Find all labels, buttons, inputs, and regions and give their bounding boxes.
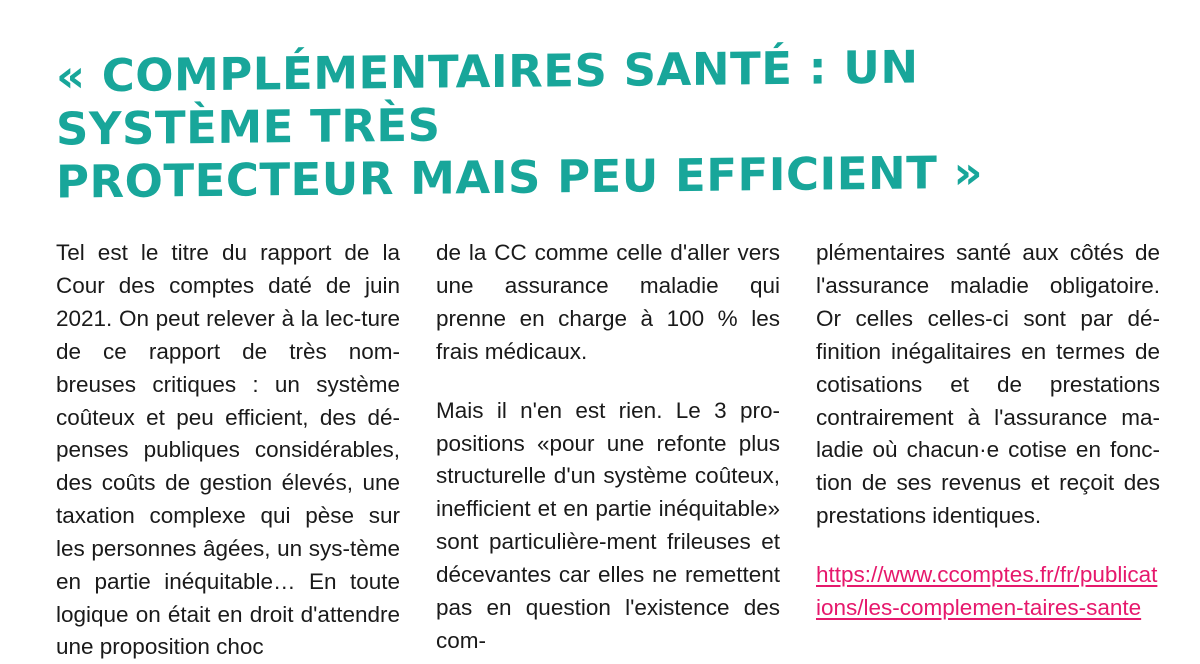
headline-line-1: « COMPLÉMENTAIRES SANTÉ : UN SYSTÈME TRÈS: [56, 40, 919, 156]
paragraph: Mais il n'en est rien. Le 3 pro-positions «pour une refonte plus structurelle d'un système coûteux, inefficient et en partie inéquitable» sont particulière-ment frileuses et décevantes car elles ne remettent pas en question l'existence des com-: [436, 397, 780, 653]
headline-line-2: PROTECTEUR MAIS PEU EFFICIENT »: [56, 146, 984, 209]
source-link[interactable]: https://www.ccomptes.fr/fr/publications/les-complemen-taires-sante: [816, 561, 1158, 620]
article-column-3: [816, 237, 1160, 624]
article-column-2: [436, 237, 780, 657]
source-paragraph: [816, 559, 1160, 625]
paragraph: plémentaires santé aux côtés de l'assurance maladie obligatoire. Or celles celles-ci sont par dé-finition inégalitaires en termes de cotisations et de prestations contrairement à l'assurance ma-ladie où chacun·e cotise en fonc-tion de ses revenus et reçoit des prestations identiques.: [816, 240, 1160, 529]
page-title: [56, 38, 1116, 208]
paragraph: Tel est le titre du rapport de la Cour des comptes daté de juin 2021. On peut relever à la lec-ture de ce rapport de très nom-breuses critiques : un système coûteux et peu efficient, des dé-penses publiques considérables, des coûts de gestion élevés, une taxation complexe qui pèse sur les personnes âgées, un sys-tème en partie inéquitable… En toute logique on était en droit d'attendre une proposition choc: [56, 240, 400, 660]
paragraph: de la CC comme celle d'aller vers une assurance maladie qui prenne en charge à 100 % les frais médicaux.: [436, 240, 780, 364]
